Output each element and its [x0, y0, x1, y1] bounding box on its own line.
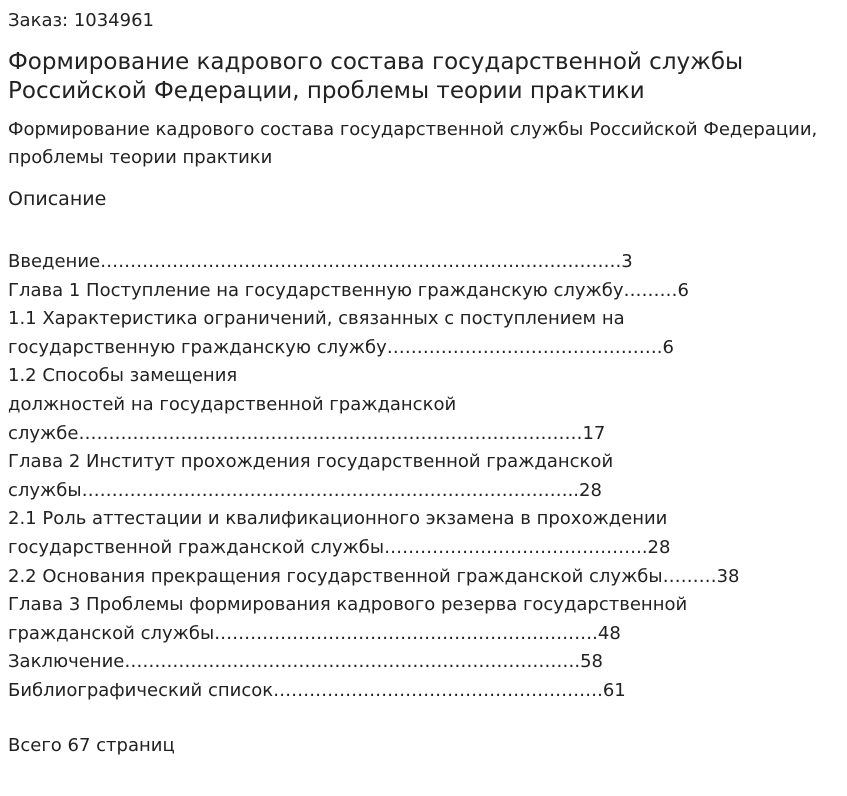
toc-line: должностей на государственной гражданской: [8, 393, 457, 415]
total-pages: Всего 67 страниц: [8, 735, 175, 756]
toc-line: службе…………………………………………………………………………17: [8, 422, 606, 444]
toc-line: Библиографический список……………………………………………….61: [8, 679, 626, 701]
toc-line: гражданской службы……………………………………………………….48: [8, 622, 621, 644]
toc-line: 2.1 Роль аттестации и квалификационного экзамена в прохождении: [8, 508, 668, 530]
toc-line: Заключение………………………………………………………………….58: [8, 651, 603, 673]
toc-line: 1.1 Характеристика ограничений, связанных с поступлением на: [8, 308, 625, 330]
toc-line: 2.2 Основания прекращения государственной гражданской службы………38: [8, 565, 740, 587]
toc-line: Глава 2 Институт прохождения государственной гражданской: [8, 451, 614, 473]
order-number: Заказ: 1034961: [8, 10, 154, 31]
toc-line: Глава 3 Проблемы формирования кадрового резерва государственной: [8, 594, 688, 616]
subtitle: Формирование кадрового состава государственной службы Российской Федерации, проблемы теории практики: [8, 119, 818, 168]
page-title: Формирование кадрового состава государственной службы Российской Федерации, проблемы теории практики: [8, 49, 744, 104]
toc-line: Введение……………………………………………………………..…………….3: [8, 251, 633, 272]
toc-line: государственной гражданской службы……………………………………..28: [8, 536, 671, 558]
toc-line: государственную гражданскую службу……………………………………….6: [8, 336, 674, 358]
table-of-contents: [8, 248, 843, 706]
toc-line: Глава 1 Поступление на государственную гражданскую службу………6: [8, 279, 689, 301]
toc-line: службы………………………………………………………………………..28: [8, 479, 602, 501]
description-heading: Описание: [8, 188, 107, 210]
toc-line: 1.2 Способы замещения: [8, 365, 238, 387]
